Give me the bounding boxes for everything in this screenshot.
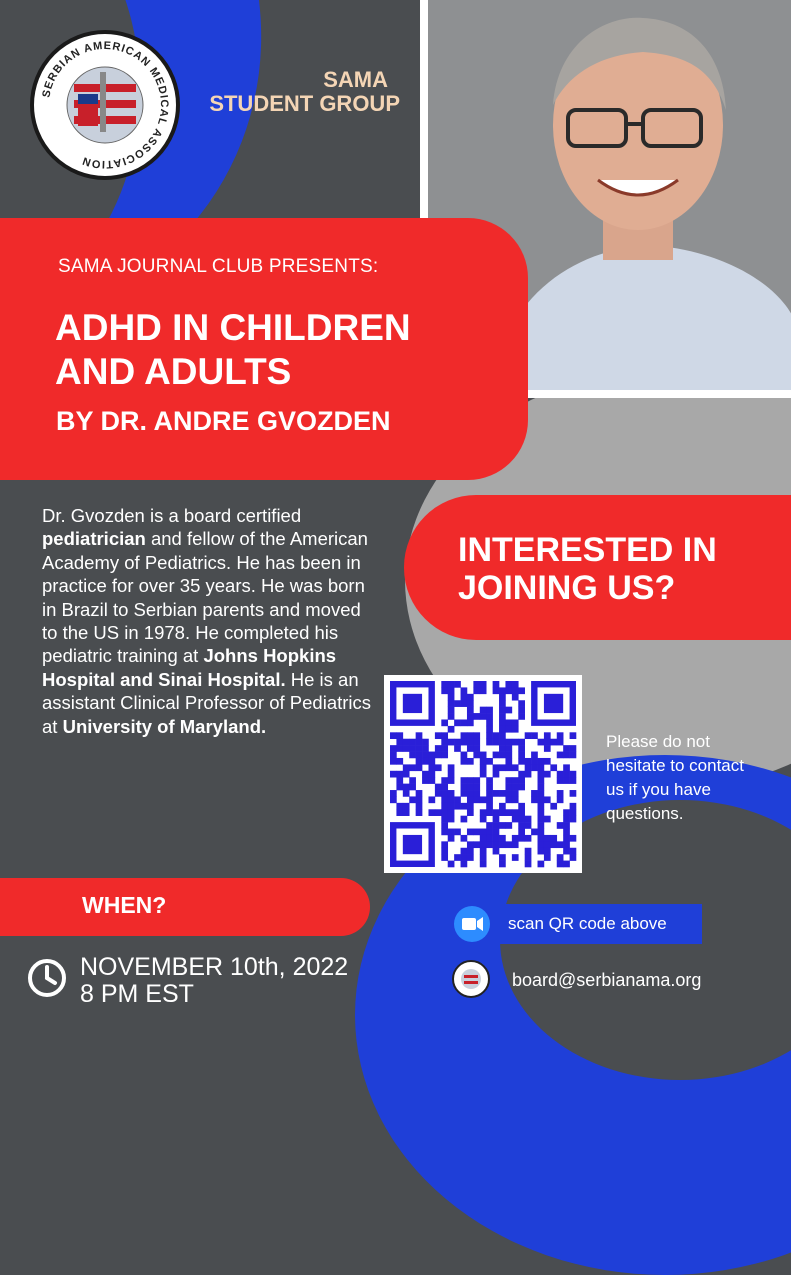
- cta-text: [458, 531, 717, 607]
- cta-line2: JOINING US?: [458, 569, 676, 607]
- zoom-text: scan QR code above: [508, 914, 667, 933]
- bio-bold-3: University of Maryland.: [62, 715, 267, 737]
- title-line2: AND ADULTS: [55, 351, 292, 392]
- bio-bold-1: pediatrician: [42, 528, 146, 550]
- event-date: NOVEMBER 10th, 2022: [80, 953, 349, 981]
- title-line1: ADHD IN CHILDREN: [55, 307, 411, 348]
- email-link[interactable]: board@serbianama.org: [512, 970, 702, 990]
- sama-logo-graphic: [34, 34, 176, 176]
- logo-ring-text: SERBIAN AMERICAN MEDICAL ASSOCIATION: [40, 39, 171, 171]
- title-banner: [0, 218, 528, 480]
- video-camera-icon: [454, 906, 490, 942]
- qr-code[interactable]: [384, 675, 582, 873]
- talk-title: [55, 306, 411, 394]
- cta-line1: INTERESTED IN: [458, 531, 717, 569]
- sama-logo: [30, 30, 180, 180]
- when-label: WHEN?: [82, 892, 167, 918]
- bio-text-3: He is an assistant Clinical Professor of Pediatrics at: [42, 668, 372, 737]
- presents-label: SAMA JOURNAL CLUB PRESENTS:: [58, 256, 379, 277]
- cta-banner: [404, 495, 791, 640]
- bio-text-1: Dr. Gvozden is a board certified: [42, 505, 302, 526]
- event-time: 8 PM EST: [80, 980, 194, 1008]
- group-line2: STUDENT GROUP: [209, 91, 400, 116]
- speaker-bio: [42, 504, 372, 738]
- bio-bold-2: Johns Hopkins Hospital and Sinai Hospital.: [42, 645, 337, 690]
- contact-note: Please do not hesitate to contact us if you have questions.: [606, 732, 744, 823]
- bio-text-2: and fellow of the American Academy of Pediatrics. He has been in practice for over 35 years. He was born in Brazil to Serbian parents and moved to the US in 1978. He completed his pediatric training at: [42, 528, 368, 667]
- student-group-title: [200, 68, 400, 116]
- group-line1: SAMA: [323, 67, 388, 92]
- speaker-name: BY DR. ANDRE GVOZDEN: [56, 406, 391, 436]
- event-datetime: [80, 954, 348, 1008]
- clock-icon: [26, 957, 68, 999]
- qr-code-graphic: [384, 675, 582, 873]
- zoom-row[interactable]: [450, 904, 702, 944]
- when-banner: [0, 878, 370, 936]
- sama-logo-icon: [452, 960, 490, 998]
